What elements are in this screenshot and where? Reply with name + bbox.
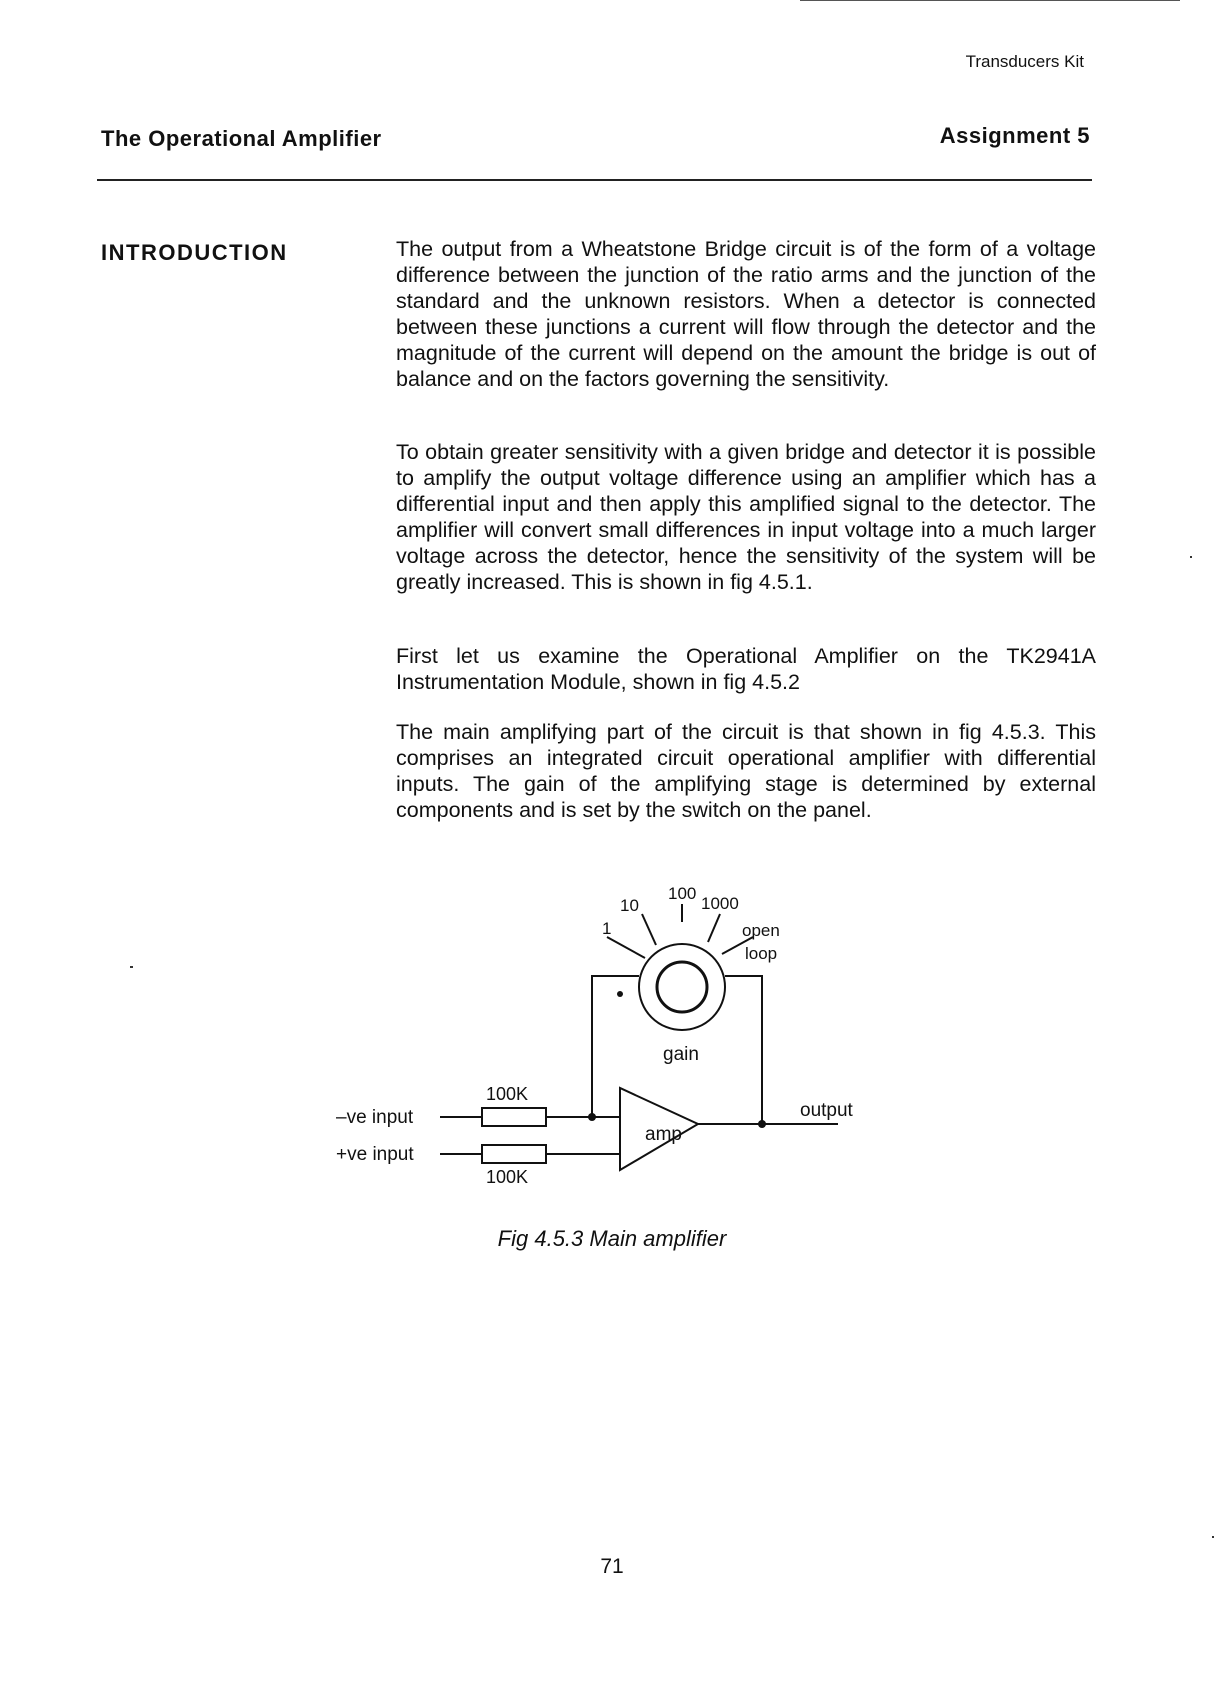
kit-label: Transducers Kit [965, 52, 1084, 71]
section-heading: INTRODUCTION [101, 240, 288, 265]
scan-speck [1212, 1536, 1214, 1538]
paragraph-3: First let us examine the Operational Amplifier on the TK2941A Instrumentation Module, shown in fig 4.5.2 [396, 644, 1096, 694]
junction-dot-output [758, 1120, 766, 1128]
dial-label-10: 10 [620, 896, 639, 915]
neg-input-label: –ve input [336, 1107, 414, 1128]
page-number: 71 [600, 1555, 624, 1578]
dial-label-loop: loop [745, 944, 778, 963]
paragraph-2: To obtain greater sensitivity with a given bridge and detector it is possible to amplify the output voltage difference using an amplifier which has a differential input and then apply this amplified signal to the detector. The amplifier will convert small differences in input voltage into a much larger voltage across the detector, hence the sensitivity of the system will be greatly increased. This is shown in fig 4.5.1. [396, 440, 1096, 594]
gain-dial-knob-icon [657, 962, 707, 1012]
gain-dial-outer-icon [639, 944, 725, 1030]
top-rule [800, 0, 1180, 1]
dial-label-100: 100 [668, 884, 697, 903]
scan-speck [130, 966, 133, 968]
dial-pointer-dot-icon [617, 991, 623, 997]
paragraph-1: The output from a Wheatstone Bridge circuit is of the form of a voltage difference between the junction of the ratio arms and the junction of the standard and the unknown resistors. When a detector is connected between these junctions a current will flow through the detector and the magnitude of the current will depend on the amount the bridge is out of balance and on the factors governing the sensitivity. [396, 237, 1096, 391]
dial-tick-1 [607, 937, 645, 958]
output-label: output [800, 1100, 853, 1121]
header-rule [97, 179, 1092, 181]
dial-tick-10 [642, 914, 656, 945]
figure-caption: Fig 4.5.3 Main amplifier [497, 1226, 727, 1251]
scan-speck [1190, 556, 1192, 558]
feedback-wire-right [725, 976, 762, 1124]
pos-input-label: +ve input [336, 1144, 414, 1165]
dial-label-1: 1 [602, 919, 612, 938]
dial-label-open: open [742, 921, 780, 940]
assignment-label: Assignment 5 [939, 123, 1090, 148]
resistor-bottom-icon [482, 1145, 546, 1163]
page-title: The Operational Amplifier [101, 126, 382, 151]
dial-label-1000: 1000 [701, 894, 739, 913]
resistor-bottom-label: 100K [486, 1167, 529, 1187]
resistor-top-label: 100K [486, 1084, 529, 1104]
junction-dot-input [588, 1113, 596, 1121]
gain-label: gain [663, 1044, 699, 1065]
amp-label: amp [645, 1124, 682, 1145]
amplifier-circuit-diagram [320, 870, 920, 1200]
dial-tick-1000 [708, 914, 720, 942]
feedback-wire-left [592, 976, 639, 1117]
paragraph-4: The main amplifying part of the circuit is that shown in fig 4.5.3. This comprises an integrated circuit operational amplifier with differential inputs. The gain of the amplifying stage is determined by external components and is set by the switch on the panel. [396, 720, 1096, 822]
resistor-top-icon [482, 1108, 546, 1126]
